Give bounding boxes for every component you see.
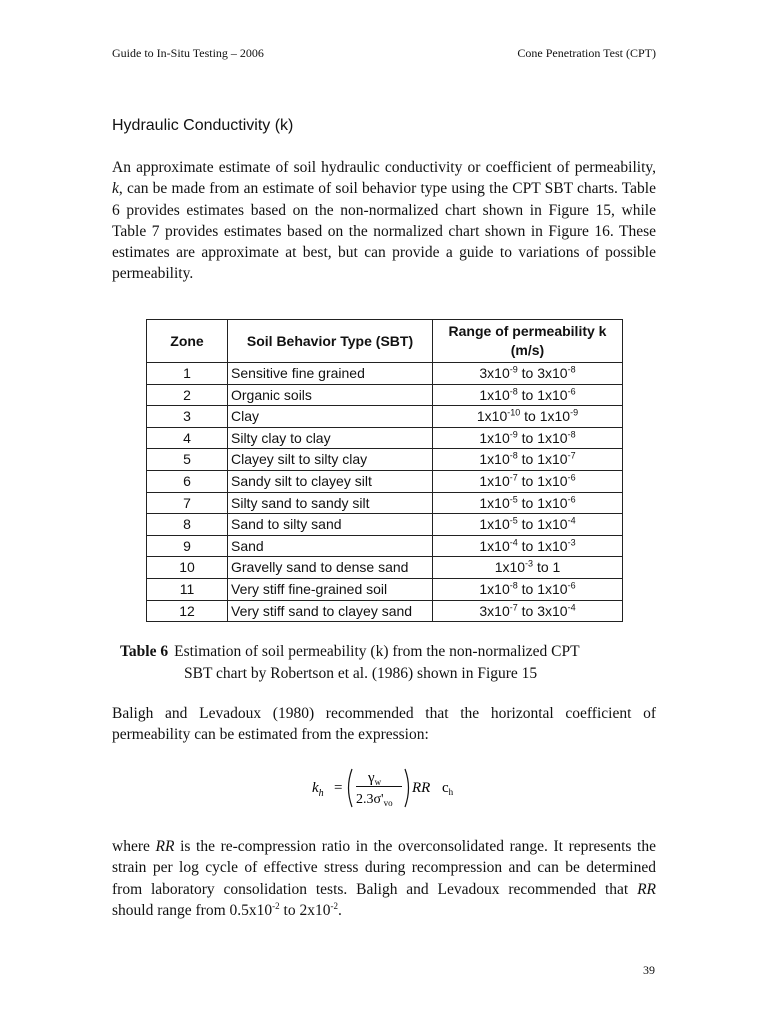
zone-cell: 9 [147, 535, 228, 557]
permeability-equation [312, 763, 512, 813]
range-cell [433, 470, 623, 492]
eq-denominator: $2.3\sigma'_{vo}$ [356, 792, 393, 808]
table-caption [120, 641, 660, 685]
range-cell [433, 427, 623, 449]
table-row [147, 427, 623, 449]
text-run: -6 [567, 385, 576, 396]
zone-cell: 8 [147, 514, 228, 536]
range-cell [433, 384, 623, 406]
text-run: to 3x10 [517, 602, 568, 619]
header-zone: Zone [147, 320, 228, 363]
table-row [147, 492, 623, 514]
caption-line1: Estimation of soil permeability (k) from the non-normalized CPT [174, 643, 580, 660]
sbt-cell: Sensitive fine grained [228, 363, 433, 385]
text-run: 1x10 [479, 472, 510, 489]
eq-numerator: $\gamma_w$ [368, 770, 382, 787]
text-run: 1x10 [479, 429, 510, 446]
text-run: to 1x10 [517, 429, 568, 446]
text-run: -6 [567, 472, 576, 483]
text-run: -4 [509, 537, 518, 548]
zone-cell: 2 [147, 384, 228, 406]
text-run: 3x10 [479, 602, 510, 619]
range-cell [433, 600, 623, 622]
table-row [147, 557, 623, 579]
text-run: -5 [509, 493, 518, 504]
text-run: 3x10 [479, 365, 510, 381]
table-row [147, 449, 623, 471]
text-run: to 1x10 [520, 408, 571, 425]
text-run: should range from 0.5x10 [112, 901, 273, 919]
text-run: Baligh and Levadoux (1980) recommended that the horizontal coefficient of permeability can be estimated from the expression: [112, 705, 656, 744]
text-run: to 1x10 [517, 386, 568, 403]
text-run: -7 [509, 601, 518, 612]
zone-cell: 3 [147, 406, 228, 428]
table-header-row [147, 320, 623, 363]
zone-cell: 10 [147, 557, 228, 579]
running-header-left: Guide to In-Situ Testing – 2006 [112, 46, 264, 60]
text-run: to 1x10 [517, 580, 568, 597]
text-run: RR [155, 838, 175, 855]
zone-cell: 7 [147, 492, 228, 514]
permeability-table [146, 319, 623, 622]
sbt-cell: Clay [228, 406, 433, 428]
header-sbt: Soil Behavior Type (SBT) [228, 320, 433, 363]
text-run: -3 [567, 537, 576, 548]
text-run: . [337, 901, 342, 919]
text-run: 1x10 [494, 559, 526, 576]
range-cell [433, 535, 623, 557]
text-run: 1x10 [479, 386, 510, 403]
header-range: Range of permeability k (m/s) [433, 320, 623, 363]
caption-line2: SBT chart by Robertson et al. (1986) shown in Figure 15 [184, 665, 538, 682]
text-run: -9 [509, 429, 518, 440]
text-run: to 1x10 [517, 516, 568, 533]
rr-paragraph [112, 836, 656, 921]
range-cell [433, 578, 623, 600]
sbt-cell: Organic soils [228, 384, 433, 406]
range-cell [433, 514, 623, 536]
table-row [147, 578, 623, 600]
eq-lhs: $k_h$ [312, 780, 324, 799]
text-run: 1x10 [479, 451, 510, 468]
eq-ch: $c_h$ [442, 780, 454, 797]
text-run: -10 [507, 407, 521, 418]
caption-label: Table 6 [120, 643, 169, 660]
baligh-paragraph [112, 703, 656, 746]
text-run: -8 [509, 385, 518, 396]
zone-cell: 5 [147, 449, 228, 471]
sbt-cell: Silty sand to sandy silt [228, 492, 433, 514]
text-run: to 2x10 [279, 901, 331, 919]
running-header-right: Cone Penetration Test (CPT) [517, 46, 656, 60]
text-run: -7 [567, 450, 576, 461]
text-run: -2 [272, 900, 280, 911]
text-run: -8 [567, 429, 576, 440]
equation-graphic [312, 763, 512, 813]
zone-cell: 1 [147, 363, 228, 385]
text-run: -7 [509, 472, 518, 483]
eq-equals: = [334, 780, 343, 796]
text-run: -8 [567, 364, 576, 375]
section-title: Hydraulic Conductivity (k) [112, 117, 294, 134]
text-run: -3 [525, 558, 534, 569]
text-run: -4 [567, 601, 576, 612]
table-row [147, 600, 623, 622]
zone-cell: 4 [147, 427, 228, 449]
sbt-cell: Sand to silty sand [228, 514, 433, 536]
text-run: where [112, 838, 156, 855]
text-run: 1x10 [479, 537, 510, 554]
text-run: to 1x10 [517, 494, 568, 511]
text-run: is the re-compression ratio in the overconsolidated range. It represents the strain per log cycle of effective stress during recompression and can be determined from laboratory consolidation tests. Baligh and Levadoux recommended that [112, 838, 656, 898]
text-run: -8 [509, 450, 518, 461]
sbt-cell: Clayey silt to silty clay [228, 449, 433, 471]
range-cell [433, 449, 623, 471]
table-row [147, 535, 623, 557]
text-run: to 1x10 [517, 537, 568, 554]
text-run: to 1x10 [517, 472, 568, 489]
sbt-cell: Sand [228, 535, 433, 557]
range-cell [433, 406, 623, 428]
zone-cell: 6 [147, 470, 228, 492]
range-cell [433, 492, 623, 514]
text-run: -4 [567, 515, 576, 526]
text-run: k [112, 180, 119, 198]
text-run: -2 [330, 900, 338, 911]
text-run: -9 [509, 364, 518, 375]
text-run: 1x10 [479, 580, 510, 597]
sbt-cell: Very stiff sand to clayey sand [228, 600, 433, 622]
text-run: to 1x10 [517, 451, 568, 468]
sbt-cell: Very stiff fine-grained soil [228, 578, 433, 600]
table-row [147, 406, 623, 428]
text-run: -6 [567, 580, 576, 591]
text-run: RR [637, 880, 656, 898]
zone-cell: 12 [147, 600, 228, 622]
text-run: -8 [509, 580, 518, 591]
range-cell [433, 363, 623, 385]
zone-cell: 11 [147, 578, 228, 600]
sbt-cell: Silty clay to clay [228, 427, 433, 449]
left-paren [349, 769, 353, 807]
right-paren [405, 769, 409, 807]
text-run: 1x10 [476, 408, 508, 425]
table-row [147, 470, 623, 492]
text-run: 1x10 [479, 516, 510, 533]
eq-rr: RR [412, 780, 431, 796]
text-run: to 1 [533, 559, 561, 576]
table-row [147, 363, 623, 385]
intro-paragraph [112, 157, 656, 285]
page-number: 39 [643, 963, 655, 977]
text-run: to 3x10 [517, 365, 568, 381]
table-row [147, 384, 623, 406]
text-run: -5 [509, 515, 518, 526]
text-run: -9 [570, 407, 579, 418]
range-cell [433, 557, 623, 579]
sbt-cell: Gravelly sand to dense sand [228, 557, 433, 579]
sbt-cell: Sandy silt to clayey silt [228, 470, 433, 492]
text-run: , can be made from an estimate of soil behavior type using the CPT SBT charts. Table 6 provides estimates based on the non-normalized chart shown in Figure 15, while Table 7 provides estimates based on the normalized chart shown in Figure 16. These estimates are approximate at best, but can provide a guide to variations of possible permeability. [112, 180, 656, 283]
text-run: An approximate estimate of soil hydraulic conductivity or coefficient of permeability, [112, 159, 656, 176]
text-run: 1x10 [479, 494, 510, 511]
table-row [147, 514, 623, 536]
text-run: -6 [567, 493, 576, 504]
